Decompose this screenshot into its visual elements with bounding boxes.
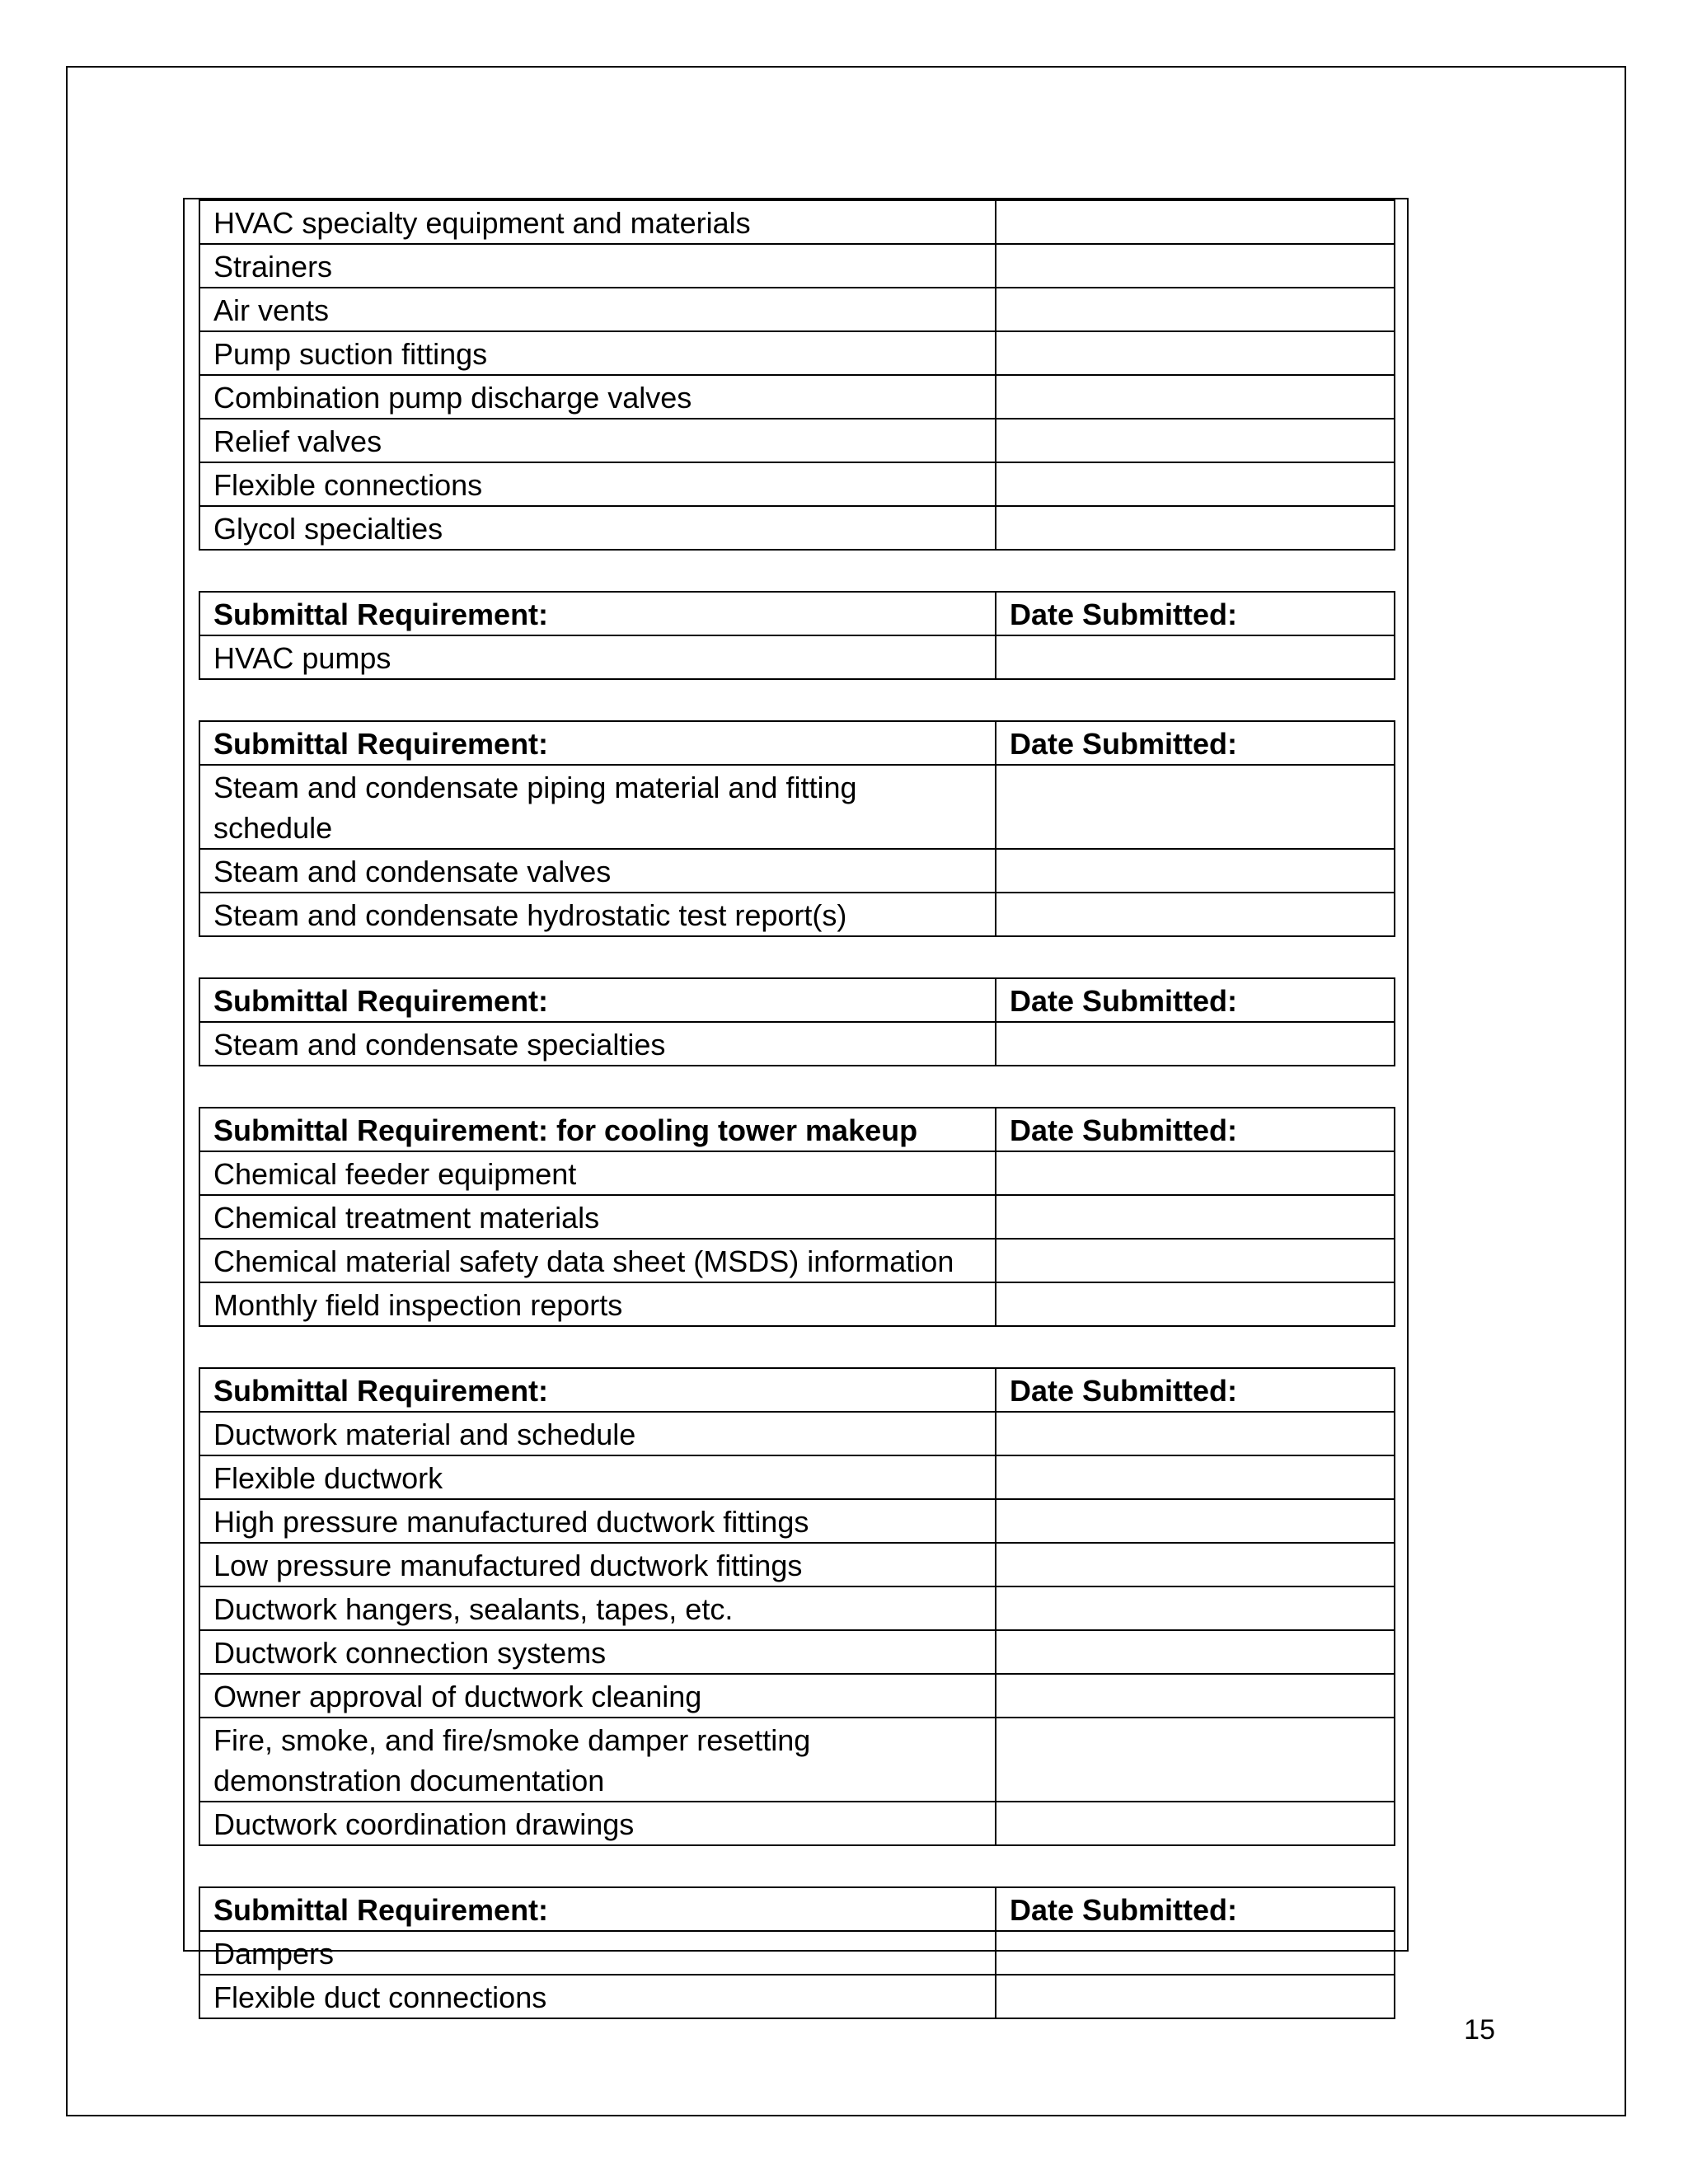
header-date-submitted: Date Submitted:	[996, 1108, 1395, 1151]
header-date-submitted: Date Submitted:	[996, 1887, 1395, 1931]
requirement-cell: Chemical material safety data sheet (MSDS) information	[199, 1239, 996, 1282]
requirement-cell: Ductwork connection systems	[199, 1630, 996, 1674]
page-number: 15	[1464, 2014, 1495, 2046]
date-submitted-cell[interactable]	[996, 1630, 1395, 1674]
requirement-cell: Chemical feeder equipment	[199, 1151, 996, 1195]
header-date-submitted: Date Submitted:	[996, 978, 1395, 1022]
requirement-cell: Flexible connections	[199, 462, 996, 506]
header-date-submitted: Date Submitted:	[996, 721, 1395, 765]
table-spacer	[199, 1327, 1394, 1367]
requirement-cell: Relief valves	[199, 419, 996, 462]
table-row	[199, 1151, 1395, 1195]
table-header-row	[199, 721, 1395, 765]
table-row	[199, 244, 1395, 288]
table-row	[199, 1718, 1395, 1802]
table-spacer	[199, 937, 1394, 977]
date-submitted-cell[interactable]	[996, 1802, 1395, 1845]
submittal-table	[199, 1107, 1395, 1327]
requirement-cell: Combination pump discharge valves	[199, 375, 996, 419]
table-row	[199, 200, 1395, 244]
header-requirement: Submittal Requirement: for cooling tower makeup	[199, 1108, 996, 1151]
submittal-table	[199, 591, 1395, 680]
table-row	[199, 849, 1395, 893]
date-submitted-cell[interactable]	[996, 1239, 1395, 1282]
requirement-cell: Flexible ductwork	[199, 1455, 996, 1499]
table-row	[199, 1802, 1395, 1845]
table-row	[199, 1022, 1395, 1066]
date-submitted-cell[interactable]	[996, 1718, 1395, 1802]
requirement-cell: Steam and condensate valves	[199, 849, 996, 893]
requirement-cell: Strainers	[199, 244, 996, 288]
submittal-table	[199, 1886, 1395, 2019]
table-row	[199, 765, 1395, 849]
submittal-tables	[199, 199, 1394, 2019]
date-submitted-cell[interactable]	[996, 1586, 1395, 1630]
submittal-table	[199, 199, 1395, 551]
date-submitted-cell[interactable]	[996, 1412, 1395, 1455]
requirement-cell: Low pressure manufactured ductwork fittings	[199, 1543, 996, 1586]
table-row	[199, 331, 1395, 375]
table-row	[199, 288, 1395, 331]
date-submitted-cell[interactable]	[996, 1931, 1395, 1975]
table-row	[199, 1412, 1395, 1455]
requirement-cell: Pump suction fittings	[199, 331, 996, 375]
table-spacer	[199, 551, 1394, 591]
requirement-cell: Dampers	[199, 1931, 996, 1975]
date-submitted-cell[interactable]	[996, 1543, 1395, 1586]
date-submitted-cell[interactable]	[996, 1975, 1395, 2018]
date-submitted-cell[interactable]	[996, 1455, 1395, 1499]
requirement-cell: Steam and condensate hydrostatic test report(s)	[199, 893, 996, 936]
header-requirement: Submittal Requirement:	[199, 721, 996, 765]
requirement-cell: Ductwork material and schedule	[199, 1412, 996, 1455]
table-header-row	[199, 1108, 1395, 1151]
table-header-row	[199, 978, 1395, 1022]
table-header-row	[199, 1368, 1395, 1412]
table-row	[199, 1586, 1395, 1630]
submittal-table	[199, 977, 1395, 1066]
date-submitted-cell[interactable]	[996, 893, 1395, 936]
table-row	[199, 506, 1395, 550]
table-row	[199, 1674, 1395, 1718]
requirement-cell: Steam and condensate specialties	[199, 1022, 996, 1066]
table-spacer	[199, 680, 1394, 720]
date-submitted-cell[interactable]	[996, 1151, 1395, 1195]
table-spacer	[199, 1846, 1394, 1886]
date-submitted-cell[interactable]	[996, 375, 1395, 419]
table-row	[199, 1543, 1395, 1586]
table-row	[199, 1195, 1395, 1239]
date-submitted-cell[interactable]	[996, 288, 1395, 331]
requirement-cell: Ductwork hangers, sealants, tapes, etc.	[199, 1586, 996, 1630]
requirement-cell: Steam and condensate piping material and fitting schedule	[199, 765, 996, 849]
table-row	[199, 1455, 1395, 1499]
date-submitted-cell[interactable]	[996, 1674, 1395, 1718]
table-row	[199, 1630, 1395, 1674]
table-row	[199, 635, 1395, 679]
date-submitted-cell[interactable]	[996, 765, 1395, 849]
date-submitted-cell[interactable]	[996, 1195, 1395, 1239]
header-requirement: Submittal Requirement:	[199, 1368, 996, 1412]
requirement-cell: HVAC specialty equipment and materials	[199, 200, 996, 244]
table-row	[199, 375, 1395, 419]
requirement-cell: Fire, smoke, and fire/smoke damper resetting demonstration documentation	[199, 1718, 996, 1802]
date-submitted-cell[interactable]	[996, 1022, 1395, 1066]
date-submitted-cell[interactable]	[996, 462, 1395, 506]
table-row	[199, 462, 1395, 506]
table-spacer	[199, 1066, 1394, 1107]
submittal-table	[199, 720, 1395, 937]
requirement-cell: Monthly field inspection reports	[199, 1282, 996, 1326]
requirement-cell: Owner approval of ductwork cleaning	[199, 1674, 996, 1718]
table-row	[199, 1499, 1395, 1543]
header-requirement: Submittal Requirement:	[199, 592, 996, 635]
date-submitted-cell[interactable]	[996, 506, 1395, 550]
requirement-cell: Ductwork coordination drawings	[199, 1802, 996, 1845]
requirement-cell: Glycol specialties	[199, 506, 996, 550]
date-submitted-cell[interactable]	[996, 244, 1395, 288]
requirement-cell: HVAC pumps	[199, 635, 996, 679]
date-submitted-cell[interactable]	[996, 200, 1395, 244]
requirement-cell: Flexible duct connections	[199, 1975, 996, 2018]
table-row	[199, 1975, 1395, 2018]
table-row	[199, 1931, 1395, 1975]
table-header-row	[199, 1887, 1395, 1931]
date-submitted-cell[interactable]	[996, 635, 1395, 679]
date-submitted-cell[interactable]	[996, 849, 1395, 893]
requirement-cell: High pressure manufactured ductwork fittings	[199, 1499, 996, 1543]
date-submitted-cell[interactable]	[996, 1282, 1395, 1326]
date-submitted-cell[interactable]	[996, 1499, 1395, 1543]
table-row	[199, 893, 1395, 936]
header-date-submitted: Date Submitted:	[996, 1368, 1395, 1412]
date-submitted-cell[interactable]	[996, 331, 1395, 375]
header-date-submitted: Date Submitted:	[996, 592, 1395, 635]
table-row	[199, 419, 1395, 462]
header-requirement: Submittal Requirement:	[199, 1887, 996, 1931]
requirement-cell: Air vents	[199, 288, 996, 331]
submittal-table	[199, 1367, 1395, 1846]
table-row	[199, 1239, 1395, 1282]
requirement-cell: Chemical treatment materials	[199, 1195, 996, 1239]
date-submitted-cell[interactable]	[996, 419, 1395, 462]
header-requirement: Submittal Requirement:	[199, 978, 996, 1022]
table-header-row	[199, 592, 1395, 635]
table-row	[199, 1282, 1395, 1326]
